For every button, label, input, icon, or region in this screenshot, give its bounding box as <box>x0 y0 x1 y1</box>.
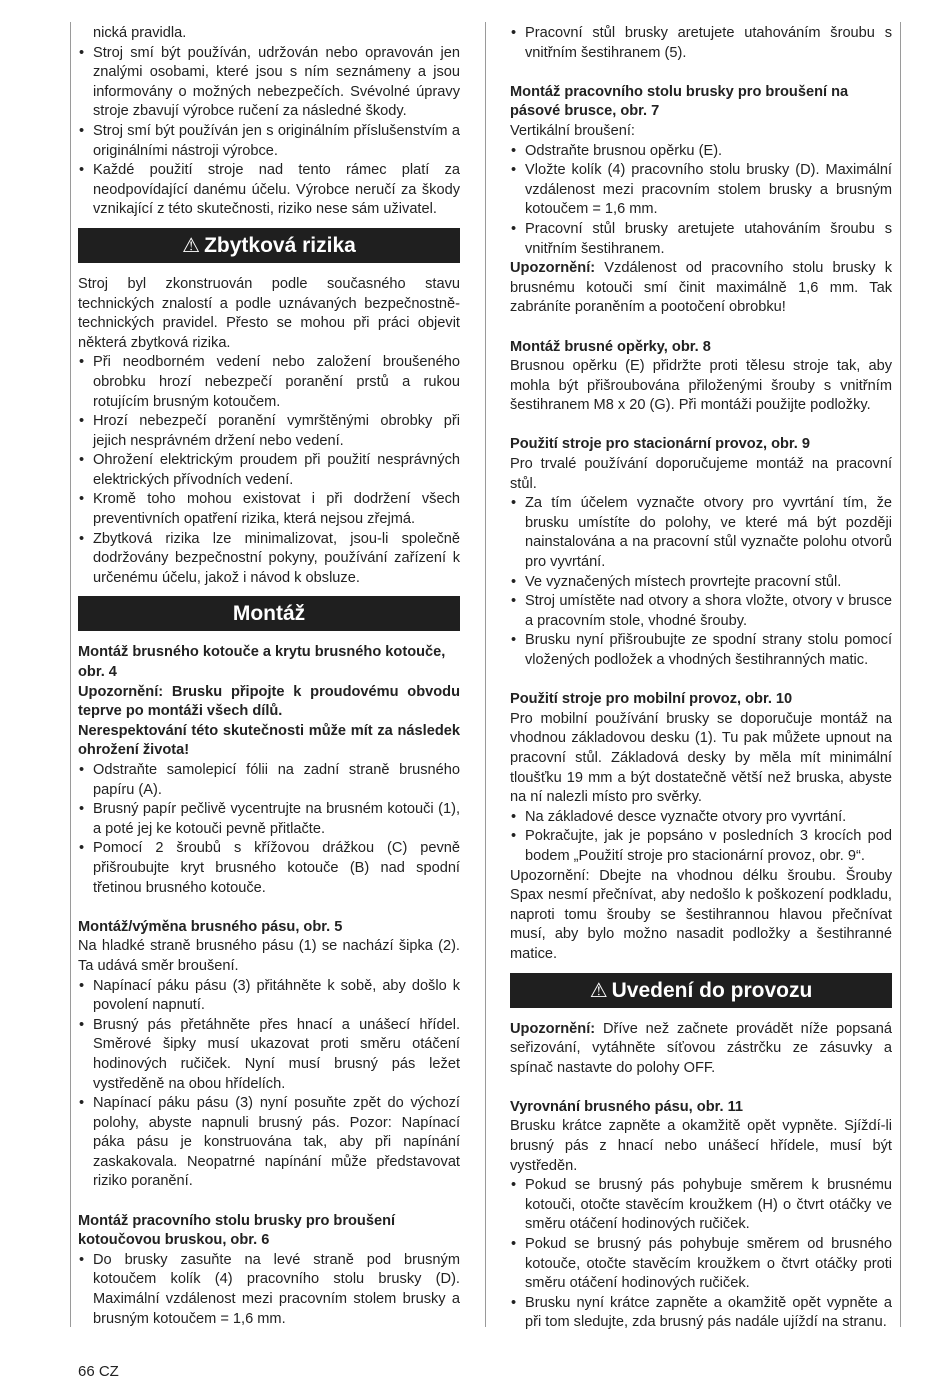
section-banner-start-up <box>510 973 892 1008</box>
intro-list <box>78 44 460 220</box>
list-item: • Stroj umístěte nad otvory a shora vložte, otvory v brusce a pracovním stole, vhodné šrouby. <box>510 592 892 631</box>
heading-fig11: Vyrovnání brusného pásu, obr. 11 <box>510 1098 744 1115</box>
text-fig11: Brusku krátce zapněte a okamžitě opět vypněte. Sjíždí-li brusný pás z hnací nebo unášecí hřídele, musí být vystředěn. <box>510 1118 892 1174</box>
heading-fig7: Montáž pracovního stolu brusky pro broušení na pásové brusce, obr. 7 <box>510 83 849 120</box>
list-item: • Stroj smí být používán, udržován nebo opravován jen znalými osobami, které jsou s ním seznámeny a jsou informovány o možných nebezpečích. Svévolné úpravy stroje zbavují výrobce ručení za následné škody. <box>78 44 460 122</box>
list-item: • Do brusky zasuňte na levé straně pod brusným kotoučem kolík (4) pracovního stolu brusky (D). Maximální vzdálenost mezi pracovním stolem brusky a brusným kotoučem = 1,6 mm. <box>78 1251 460 1329</box>
list-item: • Ohrožení elektrickým proudem při použití nesprávných elektrických přívodních vedení. <box>78 451 460 490</box>
intro-continuation: nická pravidla. <box>93 25 187 41</box>
fig9-list <box>510 494 892 670</box>
list-item: • Na základové desce vyznačte otvory pro vyvrtání. <box>510 808 892 828</box>
text-fig9: Pro trvalé používání doporučujeme montáž na pracovní stůl. <box>510 456 892 492</box>
banner-title: Montáž <box>232 602 306 626</box>
heading-fig10: Použití stroje pro mobilní provoz, obr. 10 <box>510 691 793 708</box>
list-item: • Kromě toho mohou existovat i při dodržení všech preventivních opatření rizika, která nejsou zřejmá. <box>78 490 460 529</box>
list-item: • Při neodborném vedení nebo založení broušeného obrobku hrozí nebezpečí poranění prstů a rukou rotujícím brusným kotoučem. <box>78 353 460 412</box>
list-item: • Zbytková rizika lze minimalizovat, jsou-li společně dodržovány bezpečnostní pokyny, používání zařízení k určenému účelu, jakož i návod k obsluze. <box>78 530 460 589</box>
text-fig8: Brusnou opěrku (E) přidržte proti tělesu stroje tak, aby mohla být přišroubována přiloženými šrouby s vnitřním šestihranem M8 x 20 (G). Při montáži použijte podložky. <box>510 358 892 414</box>
heading-fig9: Použití stroje pro stacionární provoz, obr. 9 <box>510 436 811 453</box>
warning-text: Dříve než začnete provádět níže popsaná seřizování, vytáhněte síťovou zástrčku ze zásuvky a spínač nastavte do polohy OFF. <box>510 1020 892 1076</box>
list-item: • Vložte kolík (4) pracovního stolu brusky (D). Maximální vzdálenost mezi pracovním stolem brusky a brusným kotoučem = 1,6 mm. <box>510 161 892 220</box>
list-item: • Pokud se brusný pás pohybuje směrem k brusnému kotouči, otočte stavěcím kroužkem (H) o čtvrt otáčky ve směru otáčení hodinových ručiček. <box>510 1176 892 1235</box>
column-rule-middle <box>485 22 486 1327</box>
warning-start-up <box>510 1020 892 1079</box>
right-column <box>510 24 892 1333</box>
list-item: • Hrozí nebezpečí poranění vymrštěnými obrobky při jejich nesprávném držení nebo vedení. <box>78 412 460 451</box>
list-item: • Ve vyznačených místech provrtejte pracovní stůl. <box>510 573 892 593</box>
list-item: • Napínací páku pásu (3) nyní posuňte zpět do výchozí polohy, abyste napnuli brusný pás. Pozor: Napínací páka pásu je konstruována tak, aby při napínání zaskakovala. Neopatrné napínání může představovat riziko poranění. <box>78 1094 460 1192</box>
text-fig10: Pro mobilní používání brusky se doporučuje montáž na vhodnou základovou desku (1). Tu pak můžete upnout na pracovní stůl. Základová desky by měla mít minimální tloušťku 19 mm a být dostatečně větší než bruska, abyste na ní nalezli místo pro svěrky. <box>510 710 892 806</box>
column-rule-left <box>70 22 71 1327</box>
heading-fig8: Montáž brusné opěrky, obr. 8 <box>510 338 711 355</box>
list-item: • Za tím účelem vyznačte otvory pro vyvrtání tím, že brusku umístíte do polohy, ve které má být později nainstalována a na pracovní stůl vyznačte polohu otvorů pro vyvrtání. <box>510 494 892 572</box>
warning-icon: ⚠ <box>589 979 608 1002</box>
column-rule-right <box>900 22 901 1327</box>
residual-list <box>78 353 460 588</box>
left-column <box>78 24 460 1329</box>
heading-fig5: Montáž/výměna brusného pásu, obr. 5 <box>78 918 343 935</box>
list-item: • Pracovní stůl brusky aretujete utahováním šroubu s vnitřním šestihranem. <box>510 220 892 259</box>
list-item: • Odstraňte brusnou opěrku (E). <box>510 142 892 162</box>
warning-icon: ⚠ <box>182 234 201 257</box>
warning-fig7 <box>510 259 892 318</box>
warning-label: Upozornění: <box>510 260 596 277</box>
page-footer: 66 CZ <box>78 1363 119 1380</box>
fig11-list <box>510 1176 892 1333</box>
heading-fig4: Montáž brusného kotouče a krytu brusného kotouče, obr. 4 <box>78 644 446 681</box>
list-item: • Brusku nyní krátce zapněte a okamžitě opět vypněte a při tom sledujte, zda brusný pás nadále ujíždí na stranu. <box>510 1294 892 1333</box>
banner-title: Zbytková rizika <box>204 233 356 257</box>
fig10-list <box>510 808 892 867</box>
list-item: • Brusný pás přetáhněte přes hnací a unášecí hřídel. Směrové šipky musí ukazovat proti směru otáčení hodinových ručiček. Nyní musí brusný pás ležet vystředěně na obou hřídelích. <box>78 1016 460 1094</box>
banner-title: Uvedení do provozu <box>611 978 813 1002</box>
heading-fig6: Montáž pracovního stolu brusky pro broušení kotoučovou bruskou, obr. 6 <box>78 1212 396 1249</box>
fig4-list <box>78 761 460 898</box>
list-item: • Pokračujte, jak je popsáno v posledních 3 krocích pod bodem „Použití stroje pro stacionární provoz, obr. 9“. <box>510 827 892 866</box>
fig6-continuation-list <box>510 24 892 63</box>
warning-fig4: Upozornění: Brusku připojte k proudovému obvodu teprve po montáži všech dílů. <box>78 683 460 720</box>
list-item: • Odstraňte samolepicí fólii na zadní straně brusného papíru (A). <box>78 761 460 800</box>
residual-intro: Stroj byl zkonstruován podle současného stavu technických znalostí a podle uznávaných bezpečnostně-technických pravidel. Přesto se mohou při práci objevit některá zbytková rizika. <box>78 275 460 351</box>
list-item: • Stroj smí být používán jen s originálním příslušenstvím a originálními nástroji výrobce. <box>78 122 460 161</box>
warning-text: Vzdálenost od pracovního stolu brusky k brusnému kotouči smí činit maximálně 1,6 mm. Tak zabráníte poraněním a pootočení obrobku! <box>510 260 892 316</box>
text-fig7: Vertikální broušení: <box>510 122 635 139</box>
fig7-list <box>510 142 892 260</box>
warning-fig4-life: Nerespektování této skutečnosti může mít za následek ohrožení života! <box>78 722 460 759</box>
list-item: • Brusný papír pečlivě vycentrujte na brusném kotouči (1), a poté jej ke kotouči pevně přitlačte. <box>78 800 460 839</box>
list-item: • Pokud se brusný pás pohybuje směrem od brusného kotouče, otočte stavěcím kroužkem o čtvrt otáčky proti směru otáčení hodinových ručiček. <box>510 1235 892 1294</box>
list-item: • Pomocí 2 šroubů s křížovou drážkou (C) pevně přišroubujte kryt brusného kotouče (B) nad spodní třetinou brusného kotouče. <box>78 839 460 898</box>
list-item: • Každé použití stroje nad tento rámec platí za neodpovídající danému účelu. Výrobce neručí za škody vznikající z této skutečnosti, riziko nese sám uživatel. <box>78 161 460 220</box>
note-fig10: Upozornění: Dbejte na vhodnou délku šroubu. Šrouby Spax nesmí přečnívat, aby nedošlo k poškození podkladu, naproti tomu šrouby se šestihrannou hlavou přečnívat musí, aby bylo možno nasadit podložky a šestihranné matice. <box>510 867 892 962</box>
list-item: • Brusku nyní přišroubujte ze spodní strany stolu pomocí vložených podložek a vhodných šestihranných matic. <box>510 631 892 670</box>
list-item: • Pracovní stůl brusky aretujete utahováním šroubu s vnitřním šestihranem (5). <box>510 24 892 63</box>
list-item: • Napínací páku pásu (3) přitáhněte k sobě, aby došlo k povolení napnutí. <box>78 977 460 1016</box>
section-banner-assembly <box>78 596 460 631</box>
section-banner-residual-risks <box>78 228 460 263</box>
warning-label: Upozornění: <box>510 1020 596 1037</box>
fig5-list <box>78 977 460 1193</box>
fig6-list <box>78 1251 460 1329</box>
text-fig5: Na hladké straně brusného pásu (1) se nachází šipka (2). Ta udává směr broušení. <box>78 938 460 974</box>
